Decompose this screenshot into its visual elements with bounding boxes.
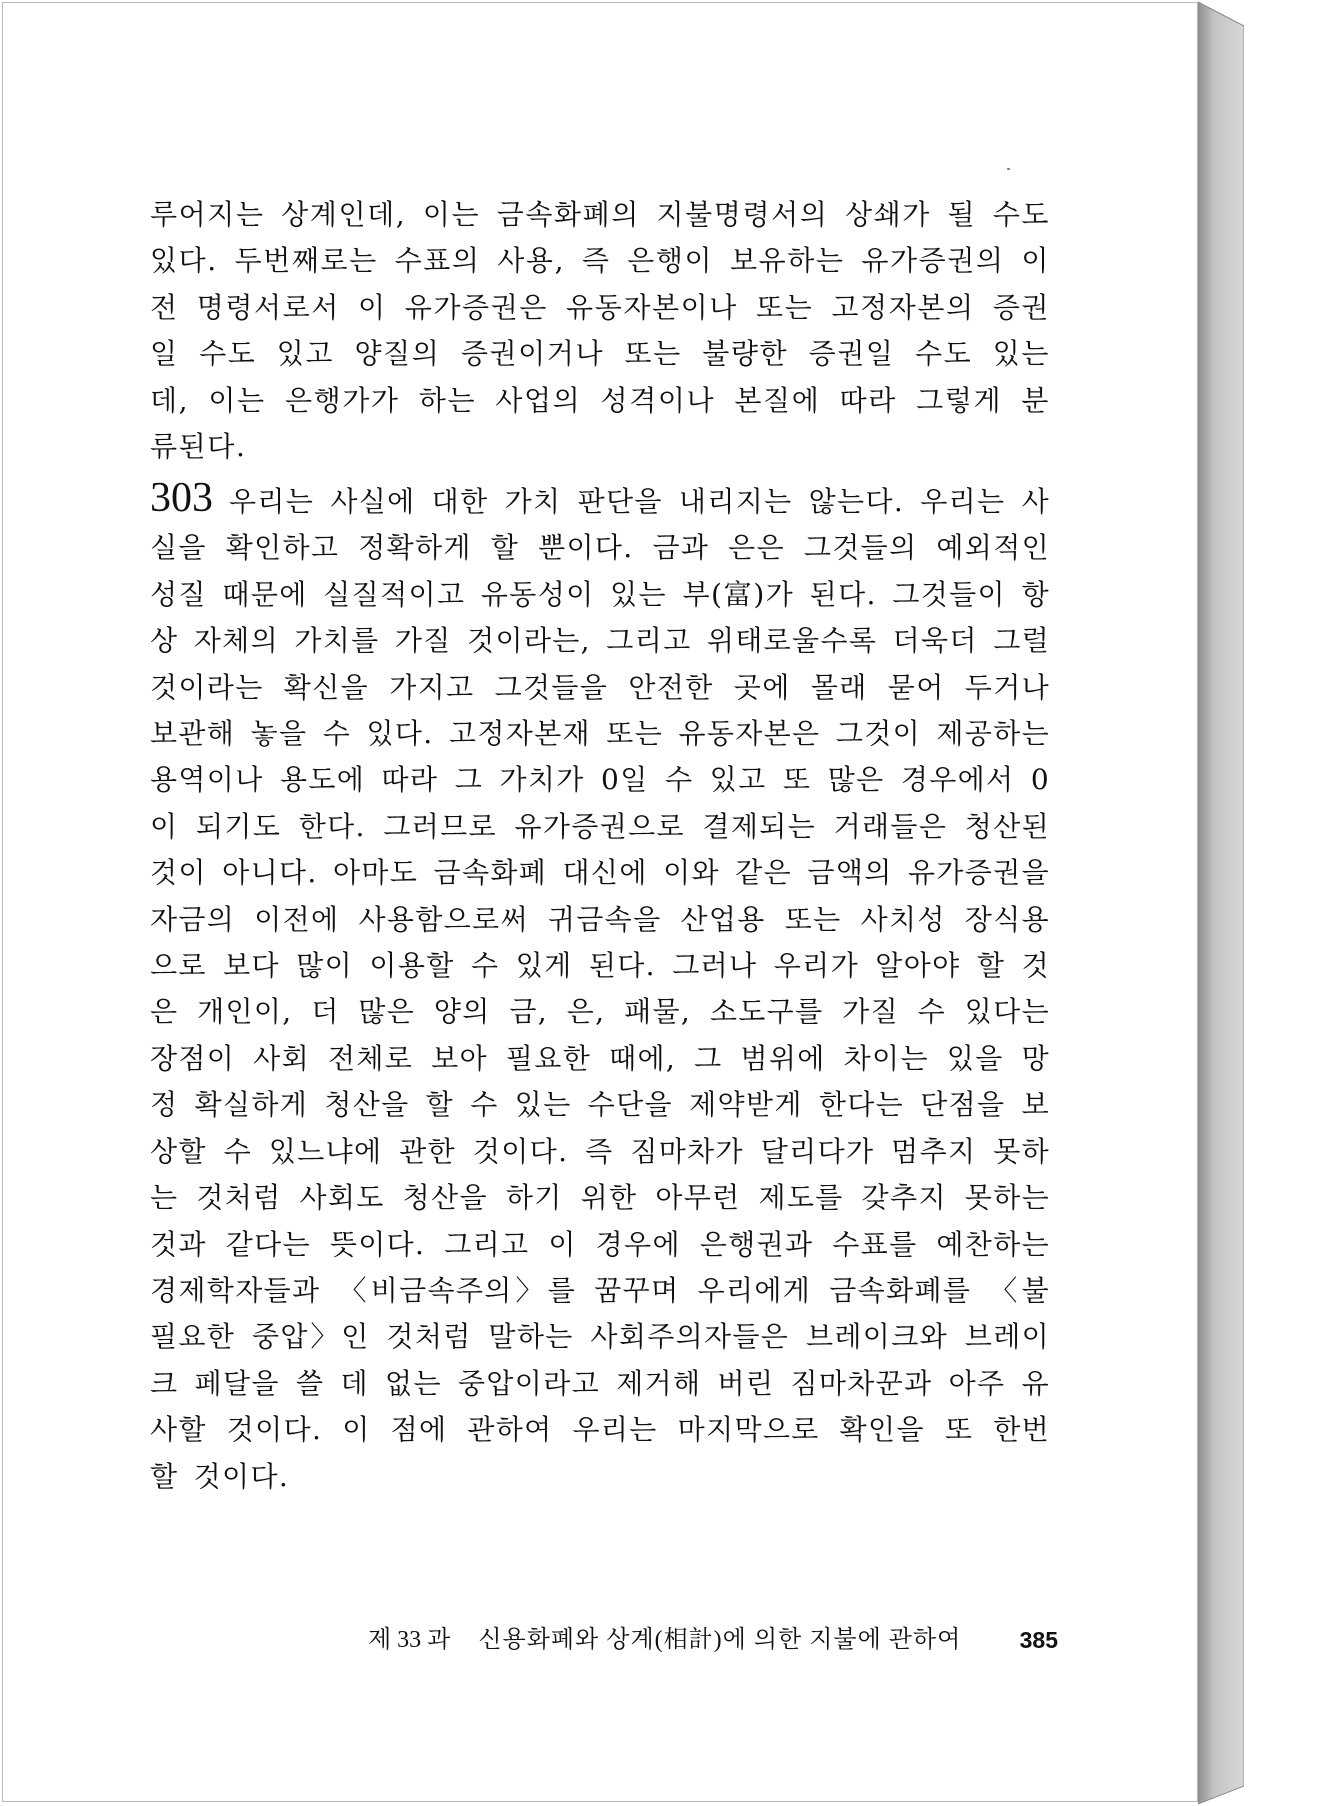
paragraph-303	[150, 475, 1050, 1500]
section-number: 303	[150, 475, 213, 521]
footer-title: 신용화폐와 상계(相計)에 의한 지불에 관하여	[478, 1627, 962, 1653]
page-background	[1244, 0, 1340, 1806]
page-number: 385	[1019, 1627, 1058, 1653]
paragraph-303-text: 우리는 사실에 대한 가치 판단을 내리지는 않는다. 우리는 사실을 확인하고 정확하게 할 뿐이다. 금과 은은 그것들의 예외적인 성질 때문에 실질적이고 유동성이 있는 부(富)가 된다. 그것들이 항상 자체의 가치를 가질 것이라는, 그리고 위태로울수록 더욱더 그럴 것이라는 확신을 가지고 그것들을 안전한 곳에 몰래 묻어 두거나 보관해 놓을 수 있다. 고정자본재 또는 유동자본은 그것이 제공하는 용역이나 용도에 따라 그 가치가 0일 수 있고 또 많은 경우에서 0이 되기도 한다. 그러므로 유가증권으로 결제되는 거래들은 청산된 것이 아니다. 아마도 금속화폐 대신에 이와 같은 금액의 유가증권을 자금의 이전에 사용함으로써 귀금속을 산업용 또는 사치성 장식용으로 보다 많이 이용할 수 있게 된다. 그러나 우리가 알아야 할 것은 개인이, 더 많은 양의 금, 은, 패물, 소도구를 가질 수 있다는 장점이 사회 전체로 보아 필요한 때에, 그 범위에 차이는 있을 망정 확실하게 청산을 할 수 있는 수단을 제약받게 한다는 단점을 보상할 수 있느냐에 관한 것이다. 즉 짐마차가 달리다가 멈추지 못하는 것처럼 사회도 청산을 하기 위한 아무런 제도를 갖추지 못하는 것과 같다는 뜻이다. 그리고 이 경우에 은행권과 수표를 예찬하는 경제학자들과 〈비금속주의〉를 꿈꾸며 우리에게 금속화폐를 〈불필요한 중압〉인 것처럼 말하는 사회주의자들은 브레이크와 브레이크 페달을 쓸 데 없는 중압이라고 제거해 버린 짐마차꾼과 아주 유사할 것이다. 이 점에 관하여 우리는 마지막으로 확인을 또 한번 할 것이다.	[150, 485, 1050, 1493]
scan-speck	[1007, 168, 1010, 170]
page-edge	[1198, 0, 1244, 1806]
footer-chapter: 제 33 과	[368, 1627, 451, 1653]
page-footer	[368, 1622, 1058, 1658]
paragraph-continued: 루어지는 상계인데, 이는 금속화폐의 지불명령서의 상쇄가 될 수도 있다. 두번째로는 수표의 사용, 즉 은행이 보유하는 유가증권의 이전 명령서로서 이 유가증권은 유동자본이나 또는 고정자본의 증권일 수도 있고 양질의 증권이거나 또는 불량한 증권일 수도 있는데, 이는 은행가가 하는 사업의 성격이나 본질에 따라 그렇게 분류된다.	[150, 198, 1050, 464]
